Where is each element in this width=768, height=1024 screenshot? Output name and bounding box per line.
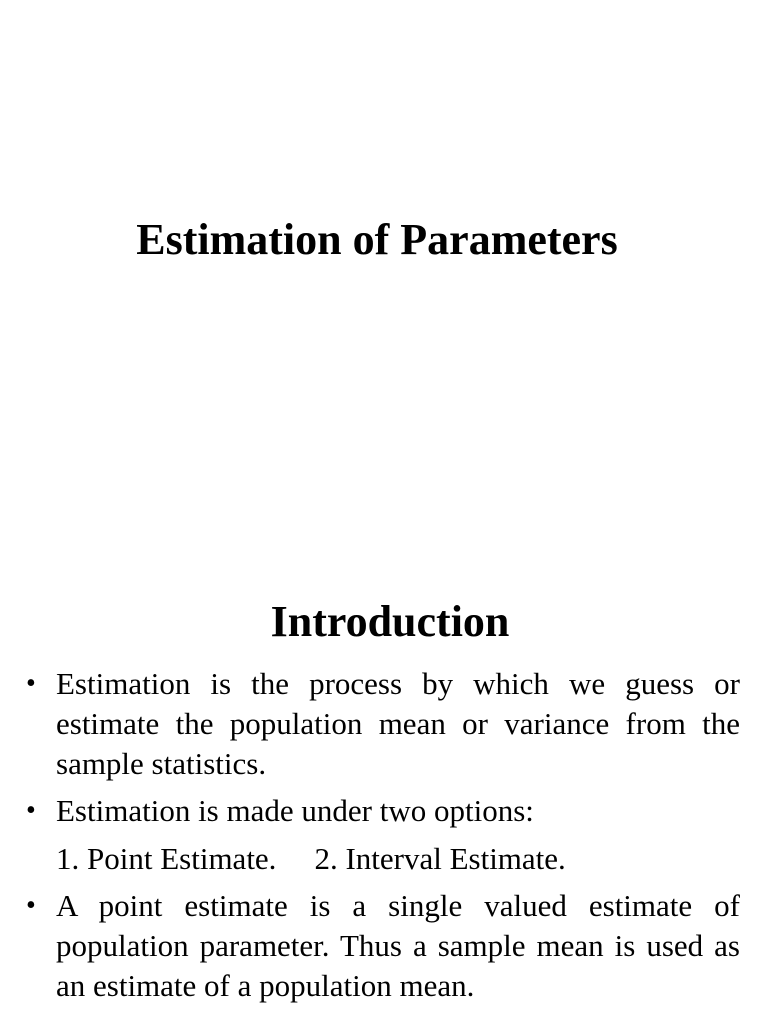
bullet-icon: • — [26, 795, 36, 826]
bullet-icon: • — [26, 668, 36, 699]
slide-title: Estimation of Parameters — [136, 215, 618, 264]
list-item — [26, 886, 740, 1006]
list-item — [26, 664, 740, 784]
bullet-text: A point estimate is a single valued estimate of population parameter. Thus a sample mean is used as an estimate of a population mean. — [56, 888, 740, 1003]
bullet-list — [26, 664, 740, 1006]
section-heading: Introduction — [270, 597, 510, 646]
bullet-text: Estimation is the process by which we guess or estimate the population mean or variance from the sample statistics. — [56, 666, 740, 781]
option-interval-estimate: 2. Interval Estimate. — [314, 841, 566, 876]
estimate-options — [56, 839, 740, 879]
bullet-text: Estimation is made under two options: — [56, 793, 534, 828]
option-point-estimate: 1. Point Estimate. — [56, 841, 277, 876]
bullet-icon: • — [26, 890, 36, 921]
list-item — [26, 791, 740, 879]
